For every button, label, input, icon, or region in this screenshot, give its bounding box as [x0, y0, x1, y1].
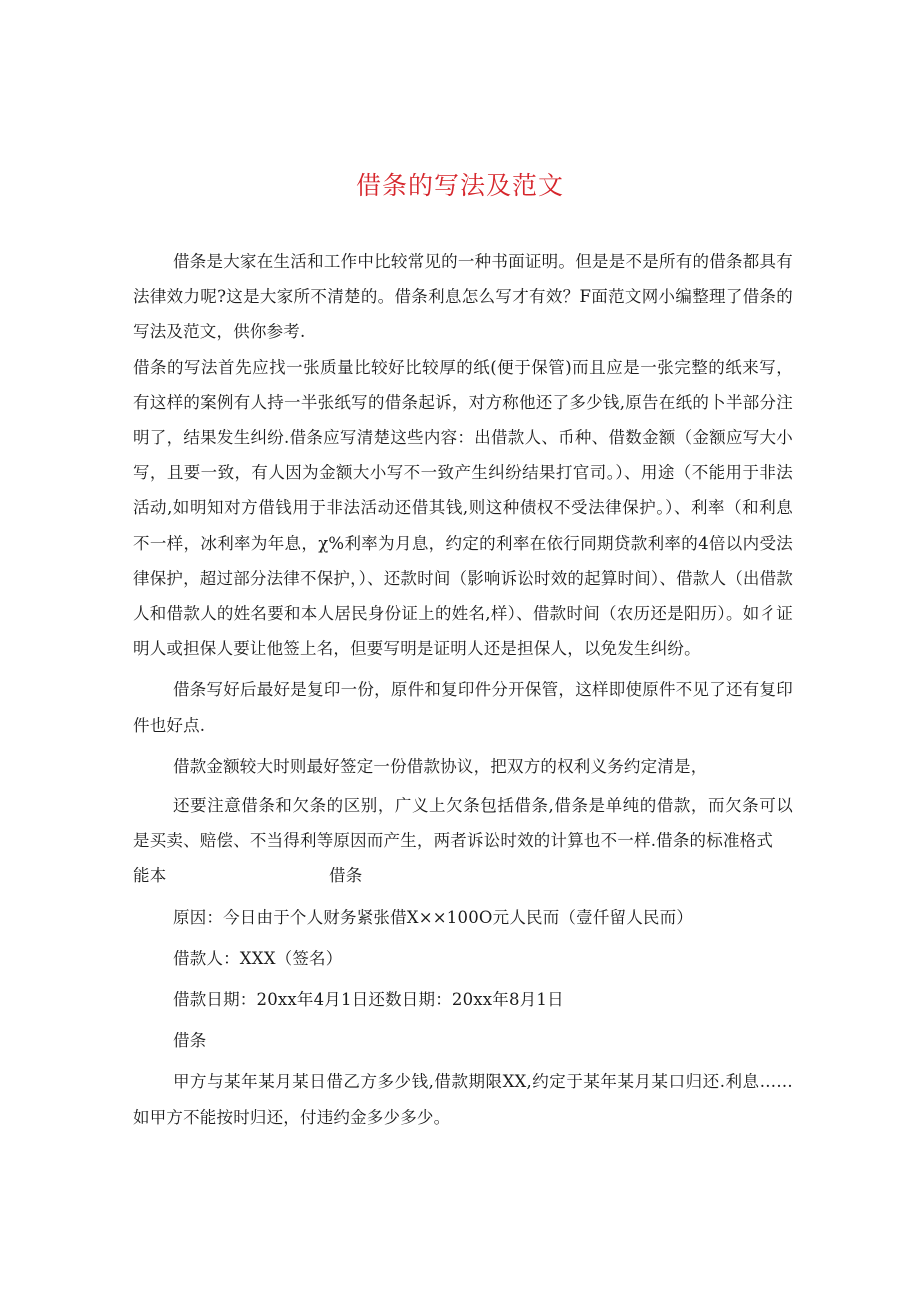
sample-dates: 借款日期：20xx年4月1日还数日期：20xx年8月1日: [173, 990, 564, 1010]
intro-paragraph: 借条是大家在生活和工作中比较常见的一种书面证明。但是是不是所有的借条都具有法律效力呢?这是大家所不清楚的。借条利息怎么写才有效？F面范文网小编整理了借条的写法及范文，供你参考.: [133, 252, 793, 342]
sample-reason: 原因：今日由于个人财务紧张借X××100O元人民而（壹仟留人民而）: [173, 907, 694, 927]
agreement-advice-paragraph: 借款金额较大时则最好签定一份借款协议，把双方的权利义务约定清是，: [173, 756, 708, 776]
difference-paragraph: 还要注意借条和欠条的区别，广义上欠条包括借条,借条是单纯的借款，而欠条可以是买卖、赔偿、不当得利等原因而产生，两者诉讼时效的计算也不一样.借条的标准格式: [133, 796, 793, 851]
sample-title: 借条: [329, 866, 363, 886]
writing-method-paragraph: 借条的写法首先应找一张质量比较好比较厚的纸(便于保管)而且应是一张完整的纸来写，有这样的案例有人持一半张纸写的借条起诉，对方称他还了多少钱,原告在纸的卜半部分注明了，结果发生纠纷.借条应写清楚这些内容：出借款人、币种、借数金额（金额应写大小写，且要一致，有人因为金额大小写不一致产生纠纷结果打官司。）、用途（不能用于非法活动,如明知对方借钱用于非法活动还借其钱,则这种债权不受法律保护。）、利率（和利息不一样，冰利率为年息，χ%利率为月息，约定的利率在依行同期贷款利率的4倍以内受法律保护，超过部分法律不保护，）、还款时间（影响诉讼时效的起算时间）、借款人（出借款人和借款人的姓名要和本人居民身份证上的姓名,样）、借款时间（农历还是阳历）。如彳证明人或担保人要让他签上名，但要写明是证明人还是担保人，以免发生纠纷。: [133, 357, 793, 659]
sample2-title: 借条: [173, 1031, 207, 1051]
copy-advice-paragraph: 借条写好后最好是复印一份，原件和复印件分开保管，这样即使原件不见了还有复印件也好点.: [133, 680, 793, 735]
sample-borrower: 借款人：XXX（签名）: [173, 948, 343, 968]
sample-label: 能本: [133, 866, 167, 886]
sample-heading-line: [133, 858, 793, 893]
document-body: [133, 244, 793, 1135]
document-title: 借条的写法及范文: [355, 171, 564, 200]
sample2-text: 甲方与某年某月某日借乙方多少钱,借款期限XX,约定于某年某月某口归还.利息……如甲方不能按时归还，付违约金多少多少。: [133, 1072, 793, 1127]
